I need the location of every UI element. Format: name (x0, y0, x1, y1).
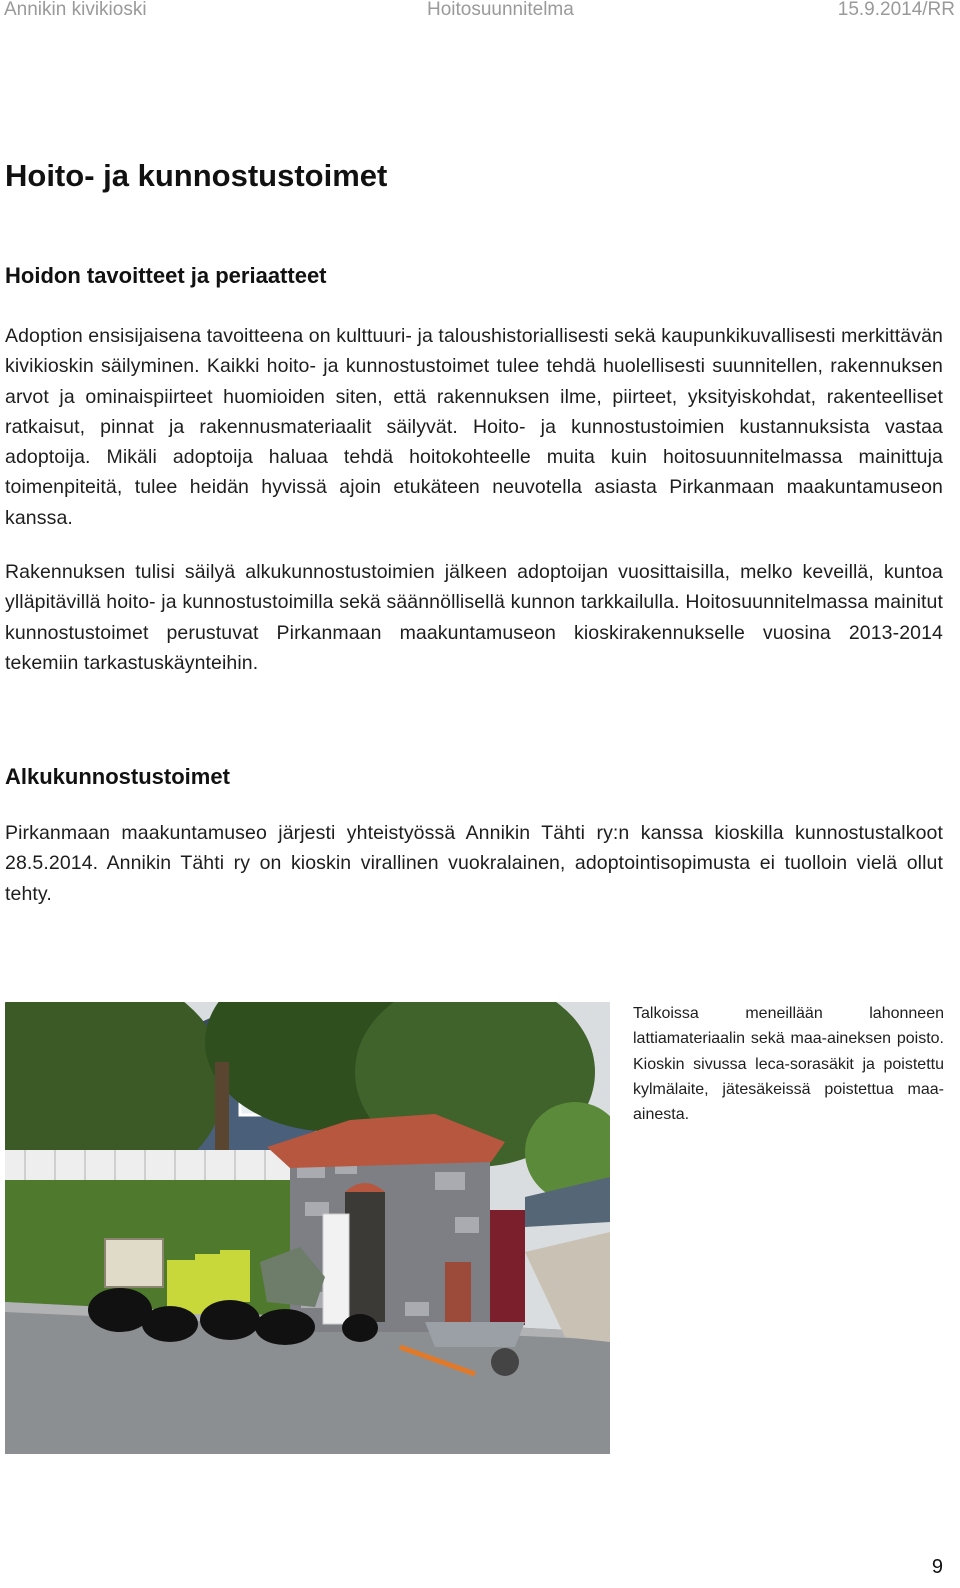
page-title: Hoito- ja kunnostustoimet (5, 158, 388, 193)
page-header (0, 0, 960, 24)
section-heading-goals: Hoidon tavoitteet ja periaatteet (5, 263, 327, 288)
section-heading-initial-repairs: Alkukunnostustoimet (5, 764, 230, 789)
paragraph-initial-repairs: Pirkanmaan maakuntamuseo järjesti yhteistyössä Annikin Tähti ry:n kanssa kioskilla kunnostustalkoot 28.5.2014. Annikin Tähti ry on kioskin virallinen vuokralainen, adoptointisopimusta ei tuolloin vielä ollut tehty. (5, 822, 943, 905)
header-document-name: Annikin kivikioski (4, 0, 147, 20)
photo-caption: Talkoissa meneillään lahonneen lattiamateriaalin sekä maa-aineksen poisto. Kioskin sivussa leca-sorasäkit ja poistettu kylmälaite, jätesäkeissä poistettua maa-ainesta. (633, 1005, 944, 1124)
paragraph-maintenance: Rakennuksen tulisi säilyä alkukunnostustoimien jälkeen adoptoijan vuosittaisilla, melko keveillä, kuntoa ylläpitävillä hoito- ja kunnostustoimilla sekä säännöllisellä kunnon tarkkailulla. Hoitosuunnitelmassa mainitut kunnostustoimet perustuvat Pirkanmaan maakuntamuseon kioskirakennukselle vuosina 2013-2014 tekemiin tarkastuskäynteihin. (5, 561, 943, 674)
header-date: 15.9.2014/RR (837, 0, 955, 20)
kiosk-photo (5, 1002, 610, 1454)
header-document-type: Hoitosuunnitelma (427, 0, 574, 20)
page-number: 9 (931, 1556, 943, 1578)
paragraph-goals: Adoption ensisijaisena tavoitteena on kulttuuri- ja taloushistoriallisesti sekä kaupunkikuvallisesti merkittävän kivikioskin säilyminen. Kaikki hoito- ja kunnostustoimet tulee tehdä huolellisesti suunnitellen, rakennuksen arvot ja ominaispiirteet huomioiden siten, että rakennuksen ilme, piirteet, yksityiskohdat, rakenteelliset ratkaisut, pinnat ja rakennusmateriaalit säilyvät. Hoito- ja kunnostustoimien kustannuksista vastaa adoptoija. Mikäli adoptoija haluaa tehdä hoitokohteelle muita kuin hoitosuunnitelmassa mainittuja toimenpiteitä, tulee heidän hyvissä ajoin etukäteen neuvotella asiasta Pirkanmaan maakuntamuseon kanssa. (5, 325, 943, 529)
